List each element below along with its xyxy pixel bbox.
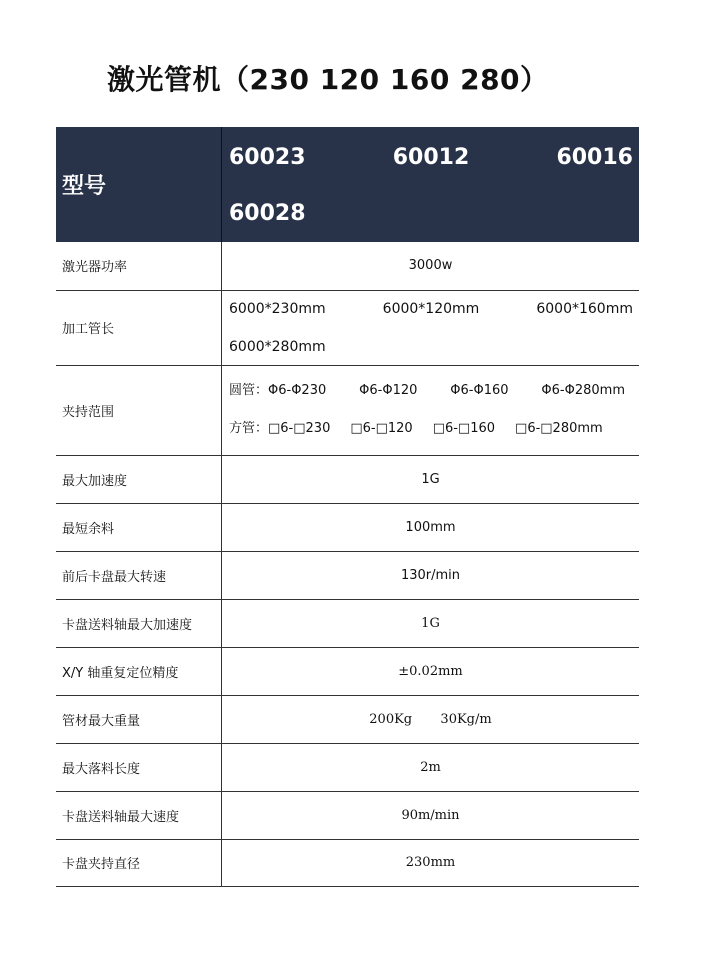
table-row: [56, 242, 639, 290]
row-value: 1G: [222, 455, 640, 503]
page-title: 激光管机（230 120 160 280）: [107, 63, 549, 96]
row-value: [222, 365, 640, 455]
row-label: 卡盘送料轴最大加速度: [56, 599, 222, 647]
model-values: [222, 127, 640, 242]
table-row: [56, 599, 639, 647]
model-60028: 60028: [229, 201, 306, 226]
row-label: 卡盘送料轴最大速度: [56, 791, 222, 839]
row-label: 前后卡盘最大转速: [56, 551, 222, 599]
row-label: 最短余料: [56, 503, 222, 551]
row-value: 130r/min: [222, 551, 640, 599]
table-row: [56, 503, 639, 551]
row-value: 230mm: [222, 839, 640, 886]
row-label: 夹持范围: [56, 365, 222, 455]
model-60023: 60023: [229, 145, 306, 170]
row-label: 加工管长: [56, 290, 222, 365]
row-label: 最大加速度: [56, 455, 222, 503]
row-label: 激光器功率: [56, 242, 222, 290]
tube-length-120: 6000*120mm: [382, 300, 480, 317]
spec-table: [56, 127, 639, 887]
table-row: [56, 647, 639, 695]
tube-length-280: 6000*280mm: [229, 338, 326, 355]
table-row: [56, 839, 639, 886]
square-range-120: □6-□120: [350, 421, 413, 436]
table-row: [56, 695, 639, 743]
table-row: [56, 791, 639, 839]
row-label: 最大落料长度: [56, 743, 222, 791]
model-60016: 60016: [556, 145, 633, 170]
table-row: [56, 455, 639, 503]
table-header-row: [56, 127, 639, 242]
round-range-230: 圆管：Φ6-Φ230: [229, 383, 327, 398]
table-row: [56, 743, 639, 791]
row-label: 卡盘夹持直径: [56, 839, 222, 886]
tube-length-160: 6000*160mm: [536, 300, 633, 317]
row-label: 管材最大重量: [56, 695, 222, 743]
model-label: 型号: [56, 127, 222, 242]
row-label: X/Y 轴重复定位精度: [56, 647, 222, 695]
row-value: 3000w: [222, 242, 640, 290]
table-row: [56, 551, 639, 599]
table-row: [56, 290, 639, 365]
row-value: 100mm: [222, 503, 640, 551]
square-range-160: □6-□160: [432, 421, 496, 436]
table-row: [56, 365, 639, 455]
row-value: [222, 290, 640, 365]
row-value: 90m/min: [222, 791, 640, 839]
round-range-280: Φ6-Φ280mm: [541, 383, 625, 398]
row-value: 1G: [222, 599, 640, 647]
round-range-160: Φ6-Φ160: [450, 383, 509, 398]
row-value: 2m: [222, 743, 640, 791]
max-weight-per-meter: 30Kg/m: [440, 711, 492, 727]
row-value: [222, 695, 640, 743]
square-range-230: 方管：□6-□230: [229, 421, 331, 436]
round-range-120: Φ6-Φ120: [359, 383, 418, 398]
tube-length-230: 6000*230mm: [229, 300, 326, 317]
row-value: ±0.02mm: [222, 647, 640, 695]
max-weight-total: 200Kg: [369, 711, 413, 727]
square-range-280: □6-□280mm: [515, 421, 603, 436]
model-60012: 60012: [392, 145, 470, 170]
